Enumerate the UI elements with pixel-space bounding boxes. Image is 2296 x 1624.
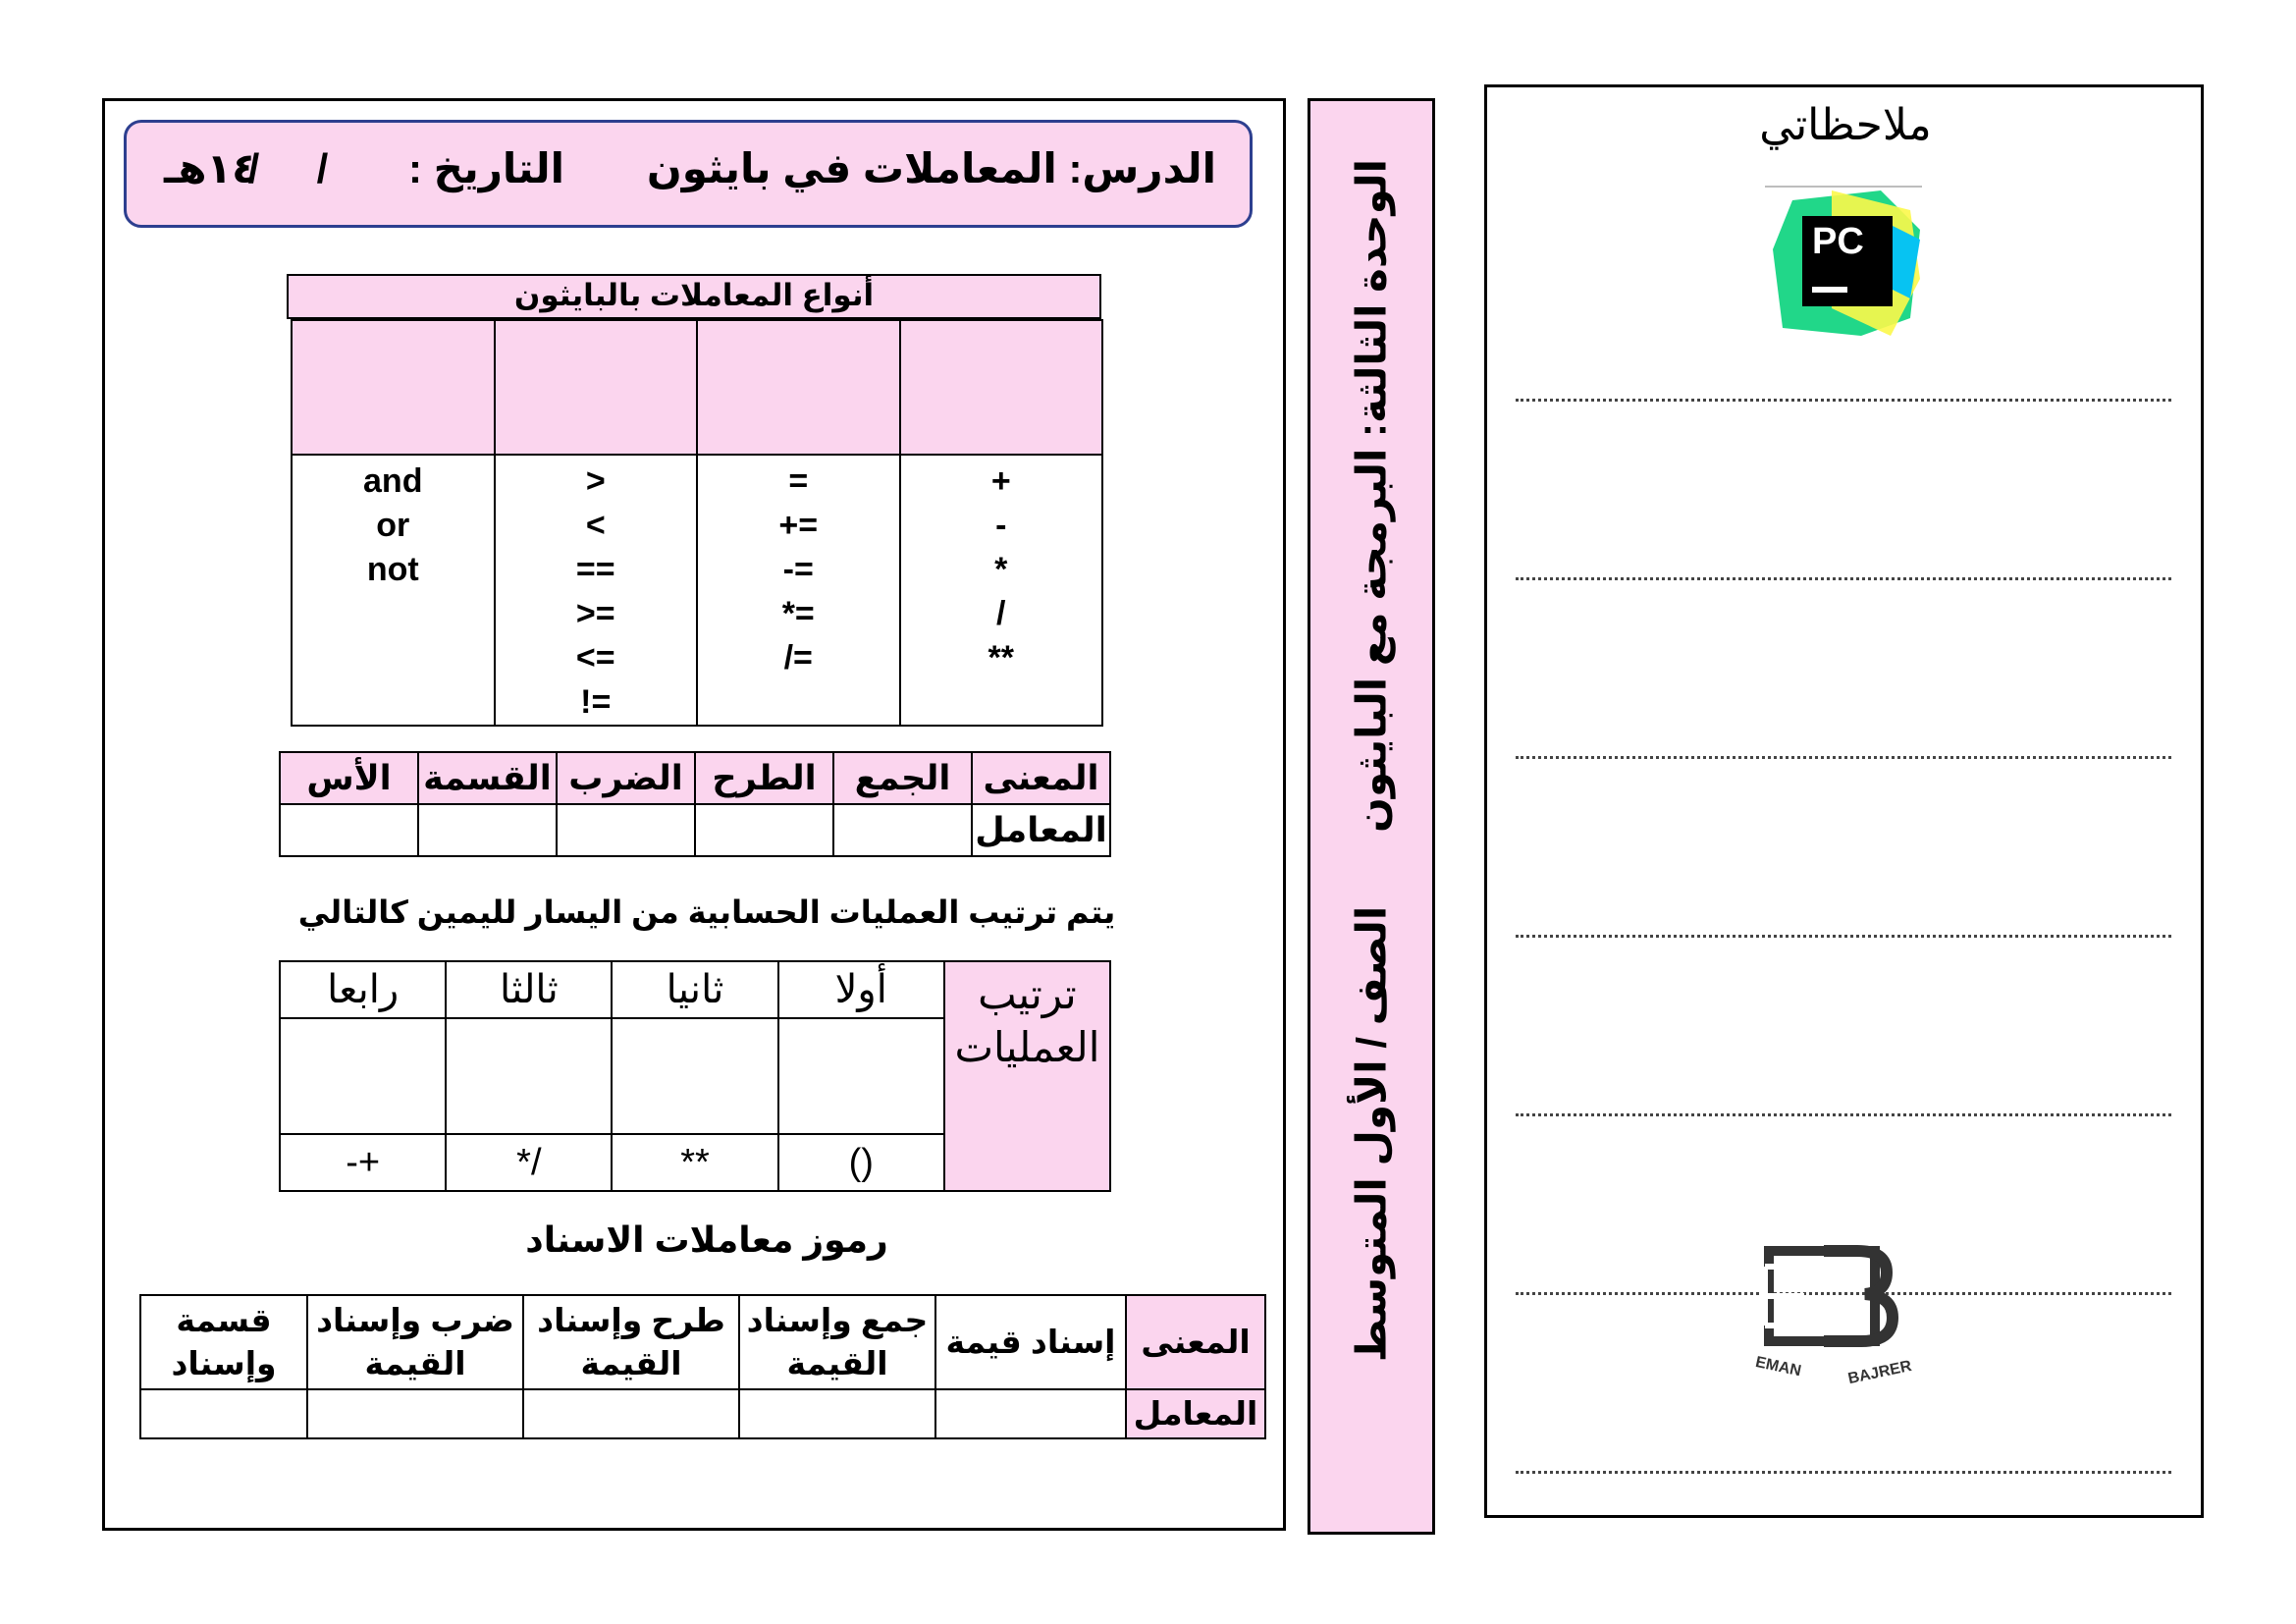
order-symbol: **	[612, 1134, 777, 1191]
assign-meaning-line: وإسناد	[171, 1345, 277, 1381]
answer-cell[interactable]	[778, 1018, 944, 1134]
order-header: ثالثا	[446, 961, 612, 1018]
assign-meaning-line: طرح وإسناد	[537, 1302, 725, 1338]
eb-logo-name-left: EMAN	[1753, 1353, 1803, 1380]
date-field	[248, 144, 564, 192]
operator-symbol: -	[995, 507, 1007, 544]
eb-logo-name-right: BAJRER	[1846, 1357, 1914, 1388]
order-header: أولا	[778, 961, 944, 1018]
operator-symbol: -=	[782, 551, 814, 588]
logical-operators	[292, 455, 495, 726]
eb-logo-icon	[1745, 1245, 1922, 1392]
type-name-cell	[495, 320, 698, 455]
order-label-line: العمليات	[954, 1024, 1100, 1070]
assign-meaning-line: جمع وإسناد	[746, 1302, 929, 1338]
note-line[interactable]	[1516, 935, 2171, 938]
order-label-line: ترتيب	[978, 971, 1077, 1017]
notes-title: ملاحظاتي	[1759, 101, 1932, 149]
unit-strip	[1308, 98, 1435, 1535]
operator-symbol: >=	[575, 595, 615, 632]
operator-symbol: *	[994, 551, 1008, 588]
operator-symbol: <=	[575, 639, 615, 677]
operator-symbol: ==	[575, 551, 615, 588]
order-of-operations-table	[279, 960, 1111, 1192]
order-symbol: ()	[778, 1134, 944, 1191]
note-line[interactable]	[1516, 756, 2171, 759]
meaning-cell: القسمة	[418, 752, 557, 804]
operator-symbol: +=	[778, 507, 819, 544]
meaning-cell: الأس	[280, 752, 418, 804]
type-name-cell	[292, 320, 495, 455]
answer-cell[interactable]	[446, 1018, 612, 1134]
answer-cell[interactable]	[418, 804, 557, 856]
operator-label-cell: المعامل	[1126, 1389, 1265, 1438]
lesson-header	[124, 120, 1253, 228]
meaning-cell: الطرح	[695, 752, 833, 804]
operator-types-table	[291, 319, 1103, 720]
answer-cell[interactable]	[523, 1389, 739, 1438]
meaning-cell: الجمع	[833, 752, 972, 804]
operator-symbol: **	[988, 639, 1014, 677]
note-line[interactable]	[1516, 1113, 2171, 1116]
operator-label-cell: المعامل	[972, 804, 1110, 856]
assign-meaning-line: القيمة	[580, 1345, 682, 1381]
pycharm-logo-text: PC	[1812, 221, 1864, 262]
operator-symbol: or	[376, 507, 410, 544]
assign-meaning-line: القيمة	[364, 1345, 466, 1381]
answer-cell[interactable]	[557, 804, 695, 856]
date-blanks: / /	[247, 145, 329, 191]
operator-symbol: >	[585, 462, 606, 500]
operator-symbol: *=	[781, 595, 815, 632]
arithmetic-operators	[900, 455, 1103, 726]
grade-label: الصف / الأول المتوسط	[1348, 905, 1395, 1363]
answer-cell[interactable]	[695, 804, 833, 856]
answer-cell[interactable]	[833, 804, 972, 856]
eb-logo-letters: E.B	[1806, 1319, 1840, 1340]
meaning-cell: الضرب	[557, 752, 695, 804]
assign-meaning-cell	[523, 1295, 739, 1389]
assign-meaning-line: ضرب وإسناد	[316, 1302, 514, 1338]
assign-meaning-cell	[307, 1295, 523, 1389]
operator-symbol: and	[363, 462, 423, 500]
answer-cell[interactable]	[140, 1389, 307, 1438]
operator-symbol: not	[366, 551, 419, 588]
assignment-operators-table	[139, 1294, 1266, 1439]
arithmetic-meaning-table	[279, 751, 1111, 857]
type-name-cell	[697, 320, 900, 455]
assign-meaning-cell	[739, 1295, 935, 1389]
order-label-cell	[944, 961, 1110, 1191]
assign-meaning-cell	[935, 1295, 1126, 1389]
pycharm-logo-icon	[1773, 190, 1920, 336]
answer-cell[interactable]	[307, 1389, 523, 1438]
note-line[interactable]	[1516, 399, 2171, 402]
operator-symbol: /	[996, 595, 1006, 632]
assign-meaning-line: قسمة	[176, 1302, 272, 1338]
operator-symbol: <	[585, 507, 606, 544]
assignment-operators	[697, 455, 900, 726]
operator-symbol: =	[788, 462, 809, 500]
operator-symbol: +	[990, 462, 1011, 500]
answer-cell[interactable]	[280, 1018, 446, 1134]
order-header: رابعا	[280, 961, 446, 1018]
order-header: ثانيا	[612, 961, 777, 1018]
operator-symbol: !=	[580, 683, 612, 721]
meaning-label-cell: المعنى	[972, 752, 1110, 804]
assign-meaning-cell	[140, 1295, 307, 1389]
answer-cell[interactable]	[612, 1018, 777, 1134]
comparison-operators	[495, 455, 698, 726]
notes-title-underline	[1765, 186, 1922, 188]
order-note: يتم ترتيب العمليات الحسابية من اليسار لليمين كالتالي	[297, 894, 1116, 930]
order-symbol: -+	[280, 1134, 446, 1191]
answer-cell[interactable]	[935, 1389, 1126, 1438]
answer-cell[interactable]	[739, 1389, 935, 1438]
unit-title: الوحدة الثالثة: البرمجة مع البايثون	[1348, 158, 1395, 834]
note-line[interactable]	[1516, 577, 2171, 580]
answer-cell[interactable]	[280, 804, 418, 856]
note-line[interactable]	[1516, 1471, 2171, 1474]
date-label: التاريخ :	[408, 145, 564, 191]
meaning-label-cell: المعنى	[1126, 1295, 1265, 1389]
hijri-year: ١٤هـ	[164, 145, 257, 191]
assign-meaning-line: القيمة	[786, 1345, 888, 1381]
assignment-symbols-title: رموز معاملات الاسناد	[525, 1219, 888, 1260]
type-name-cell	[900, 320, 1103, 455]
assign-meaning-line: إسناد قيمة	[945, 1324, 1116, 1360]
operator-types-title: أنواع المعاملات بالبايثون	[287, 274, 1101, 319]
lesson-title: الدرس: المعاملات في بايثون	[646, 145, 1216, 191]
order-symbol: */	[446, 1134, 612, 1191]
operator-symbol: /=	[783, 639, 813, 677]
